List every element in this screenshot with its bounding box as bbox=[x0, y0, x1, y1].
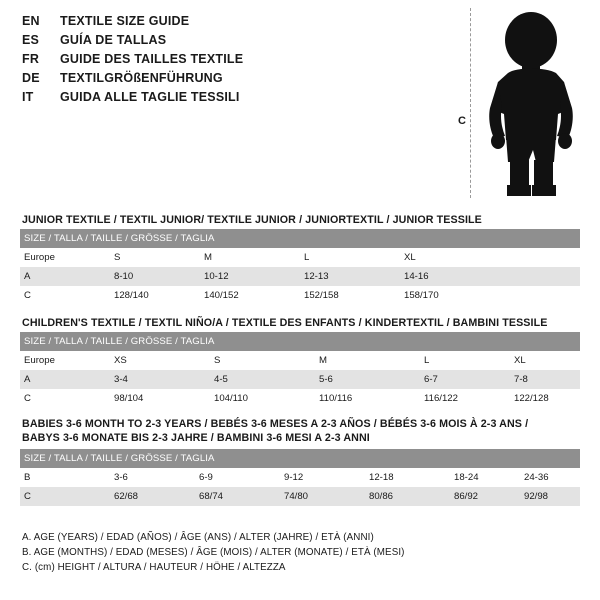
section-babies bbox=[20, 418, 580, 506]
cell-junior-c-s: 128/140 bbox=[110, 286, 200, 305]
header-lang-fr: FR bbox=[22, 52, 40, 66]
cell-children-c-m: 110/116 bbox=[315, 389, 420, 408]
cell-children-a-xl: 7-8 bbox=[510, 370, 580, 389]
cell-children-size-s: S bbox=[210, 351, 315, 370]
cell-babies-c-label: C bbox=[20, 487, 110, 506]
language-header bbox=[22, 14, 442, 109]
table-row bbox=[20, 487, 580, 506]
table-row bbox=[20, 468, 580, 487]
footnotes bbox=[22, 530, 582, 575]
header-lang-de: DE bbox=[22, 71, 40, 85]
cell-children-c-xl: 122/128 bbox=[510, 389, 580, 408]
header-title-en: TEXTILE SIZE GUIDE bbox=[60, 14, 190, 28]
table-junior-head bbox=[20, 229, 580, 248]
header-row-de bbox=[22, 71, 442, 90]
header-title-es: GUÍA DE TALLAS bbox=[60, 33, 167, 47]
cell-children-size-m: M bbox=[315, 351, 420, 370]
cell-babies-b-3-6: 3-6 bbox=[110, 468, 195, 487]
cell-babies-b-12-18: 12-18 bbox=[365, 468, 450, 487]
table-junior-head-label: SIZE / TALLA / TAILLE / GRÖSSE / TAGLIA bbox=[20, 229, 580, 248]
cell-children-a-s: 4-5 bbox=[210, 370, 315, 389]
header-row-en bbox=[22, 14, 442, 33]
section-children bbox=[20, 317, 580, 408]
cell-babies-c-12-18: 80/86 bbox=[365, 487, 450, 506]
toddler-silhouette-icon bbox=[478, 10, 588, 200]
cell-junior-a-s: 8-10 bbox=[110, 267, 200, 286]
cell-junior-c-xl: 158/170 bbox=[400, 286, 580, 305]
table-babies-head-label: SIZE / TALLA / TAILLE / GRÖSSE / TAGLIA bbox=[20, 449, 580, 468]
table-row bbox=[20, 389, 580, 408]
header-row-it bbox=[22, 90, 442, 109]
cell-europe-label: Europe bbox=[20, 248, 110, 267]
cell-children-size-l: L bbox=[420, 351, 510, 370]
cell-junior-c-l: 152/158 bbox=[300, 286, 400, 305]
cell-junior-a-m: 10-12 bbox=[200, 267, 300, 286]
table-row bbox=[20, 248, 580, 267]
cell-babies-b-18-24: 18-24 bbox=[450, 468, 520, 487]
section-junior bbox=[20, 214, 580, 305]
cell-babies-c-3-6: 62/68 bbox=[110, 487, 195, 506]
cell-junior-size-l: L bbox=[300, 248, 400, 267]
cell-children-a-m: 5-6 bbox=[315, 370, 420, 389]
table-children-head bbox=[20, 332, 580, 351]
table-row bbox=[20, 267, 580, 286]
cell-children-size-xl: XL bbox=[510, 351, 580, 370]
cell-junior-c-label: C bbox=[20, 286, 110, 305]
cell-babies-c-18-24: 86/92 bbox=[450, 487, 520, 506]
section-junior-title: JUNIOR TEXTILE / TEXTIL JUNIOR/ TEXTILE JUNIOR / JUNIORTEXTIL / JUNIOR TESSILE bbox=[22, 214, 482, 226]
header-lang-it: IT bbox=[22, 90, 34, 104]
cell-children-europe-label: Europe bbox=[20, 351, 110, 370]
table-children-head-label: SIZE / TALLA / TAILLE / GRÖSSE / TAGLIA bbox=[20, 332, 580, 351]
header-row-es bbox=[22, 33, 442, 52]
header-title-it: GUIDA ALLE TAGLIE TESSILI bbox=[60, 90, 240, 104]
height-measure-line bbox=[470, 8, 471, 198]
cell-children-c-s: 104/110 bbox=[210, 389, 315, 408]
header-title-fr: GUIDE DES TAILLES TEXTILE bbox=[60, 52, 244, 66]
table-row bbox=[20, 286, 580, 305]
header-title-de: TEXTILGRÖßENFÜHRUNG bbox=[60, 71, 223, 85]
cell-babies-b-9-12: 9-12 bbox=[280, 468, 365, 487]
cell-junior-a-l: 12-13 bbox=[300, 267, 400, 286]
cell-junior-size-xl: XL bbox=[400, 248, 580, 267]
header-row-fr bbox=[22, 52, 442, 71]
cell-babies-b-label: B bbox=[20, 468, 110, 487]
cell-junior-a-xl: 14-16 bbox=[400, 267, 580, 286]
cell-junior-c-m: 140/152 bbox=[200, 286, 300, 305]
cell-children-c-l: 116/122 bbox=[420, 389, 510, 408]
footnote-b: B. AGE (MONTHS) / EDAD (MESES) / ÂGE (MOIS) / ALTER (MONATE) / ETÀ (MESI) bbox=[22, 547, 405, 558]
section-babies-title-line1: BABIES 3-6 MONTH TO 2-3 YEARS / BEBÉS 3-6 MESES A 2-3 AÑOS / BÉBÉS 3-6 MOIS À 2-3 ANS / bbox=[22, 418, 529, 430]
cell-babies-b-24-36: 24-36 bbox=[520, 468, 580, 487]
header-lang-es: ES bbox=[22, 33, 40, 47]
footnote-c: C. (cm) HEIGHT / ALTURA / HAUTEUR / HÖHE / ALTEZZA bbox=[22, 562, 286, 573]
cell-junior-a-label: A bbox=[20, 267, 110, 286]
table-junior bbox=[20, 229, 580, 305]
section-babies-title bbox=[20, 418, 580, 445]
cell-children-a-xs: 3-4 bbox=[110, 370, 210, 389]
measure-label-c: C bbox=[458, 115, 466, 127]
table-row bbox=[20, 351, 580, 370]
cell-junior-size-m: M bbox=[200, 248, 300, 267]
cell-children-a-label: A bbox=[20, 370, 110, 389]
cell-babies-c-24-36: 92/98 bbox=[520, 487, 580, 506]
header-lang-en: EN bbox=[22, 14, 40, 28]
cell-children-size-xs: XS bbox=[110, 351, 210, 370]
section-children-title: CHILDREN'S TEXTILE / TEXTIL NIÑO/A / TEXTILE DES ENFANTS / KINDERTEXTIL / BAMBINI TESSILE bbox=[22, 317, 548, 329]
cell-children-a-l: 6-7 bbox=[420, 370, 510, 389]
table-babies-head bbox=[20, 449, 580, 468]
table-babies bbox=[20, 449, 580, 506]
cell-babies-b-6-9: 6-9 bbox=[195, 468, 280, 487]
section-babies-title-line2: BABYS 3-6 MONATE BIS 2-3 JAHRE / BAMBINI 3-6 MESI A 2-3 ANNI bbox=[22, 431, 370, 444]
cell-children-c-label: C bbox=[20, 389, 110, 408]
measurement-figure bbox=[440, 8, 590, 203]
table-row bbox=[20, 370, 580, 389]
table-children bbox=[20, 332, 580, 408]
cell-children-c-xs: 98/104 bbox=[110, 389, 210, 408]
cell-babies-c-6-9: 68/74 bbox=[195, 487, 280, 506]
footnote-a: A. AGE (YEARS) / EDAD (AÑOS) / ÂGE (ANS) / ALTER (JAHRE) / ETÀ (ANNI) bbox=[22, 532, 374, 543]
cell-babies-c-9-12: 74/80 bbox=[280, 487, 365, 506]
cell-junior-size-s: S bbox=[110, 248, 200, 267]
